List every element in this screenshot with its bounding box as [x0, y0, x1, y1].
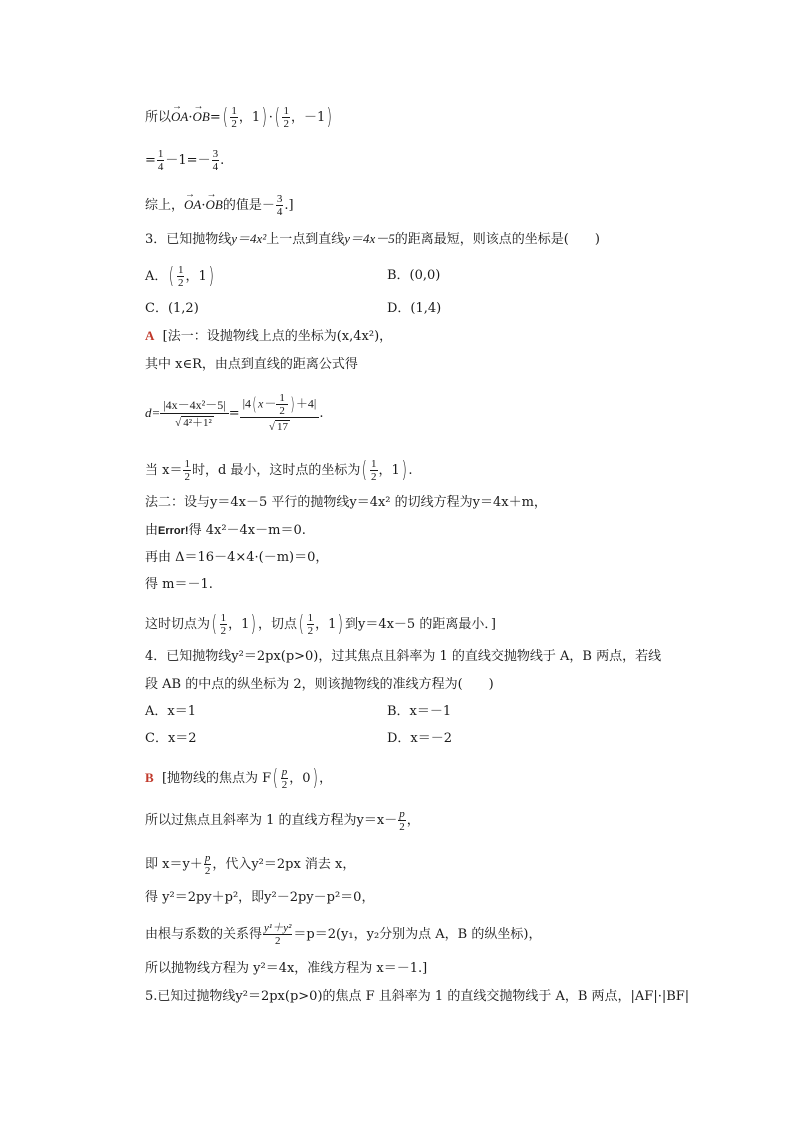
question-3-stem: 3．已知抛物线y＝4x²上一点到直线y＝4x－5的距离最短，则该点的坐标是( ): [145, 231, 600, 247]
fraction: $\frac{3}{4}$: [212, 148, 219, 173]
question-3-solution-line-1: A [法一：设抛物线上点的坐标为(x,4x²)，: [145, 328, 393, 344]
vector-oa: → OA: [184, 196, 201, 214]
sqrt: √ 4²＋1²: [175, 416, 212, 429]
question-3-distance-formula: d= $\frac{\text{|4x－4x²－5|}}{\text{√ 4²＋1²}}$ = |4(x－ $\frac{1}{2}$ )＋4| √ 17 .: [145, 392, 324, 433]
fraction: $\frac{p}{2}$: [399, 808, 405, 833]
question-3-solution-line-2: 其中 x∈R，由点到直线的距离公式得: [145, 357, 358, 372]
question-4-option-c: C．x＝2: [145, 731, 197, 746]
question-4-solution-line-6: 所以抛物线方程为 y²＝4x，准线方程为 x＝－1.]: [145, 961, 428, 976]
fraction: $\frac{p}{2}$: [281, 766, 288, 791]
question-3-solution-line-4: 当 x＝ $\frac{1}{2}$ 时，d 最小，这时点的坐标为( $\frac{1}{2}$ ，1) .: [145, 457, 413, 483]
fraction: $\frac{1}{2}$: [371, 458, 377, 483]
question-3-solution-line-6: 由Error!得 4x²－4x－m＝0.: [145, 523, 306, 538]
line-dot-product: 所以→ OA·→ OB=( $\frac{1}{2}$ ，1) ·( $\frac{1}{2}$ ，－1): [145, 105, 334, 130]
fraction: $\frac{\text{|4x－4x²－5|}}{\text{√ 4²＋1²}}$: [160, 397, 228, 431]
question-4-solution-line-5: 由根与系数的关系得 $\frac{\text{y¹＋y²}}{2}$ ＝p＝2(y₁，y₂分别为点 A，B 的纵坐标)，: [145, 922, 542, 947]
sqrt: √ 17: [268, 421, 288, 433]
question-4-option-b: B．x＝－1: [387, 704, 452, 719]
vector-ob: → OB: [206, 196, 223, 214]
answer-letter: A: [145, 328, 155, 343]
fraction: $\frac{1}{2}$: [307, 612, 314, 637]
question-3-solution-line-9: 这时切点为( $\frac{1}{2}$ ，1) ，切点( $\frac{1}{2}$ ，1) 到y＝4x－5 的距离最小．]: [145, 611, 496, 637]
question-3-option-b: B．(0,0): [387, 268, 441, 283]
question-4-stem-line-1: 4．已知抛物线y²＝2px(p>0)，过其焦点且斜率为 1 的直线交抛物线于 A，B 两点，若线: [145, 649, 662, 664]
vector-oa: → OA: [171, 108, 188, 126]
left-paren: (: [222, 104, 228, 130]
question-3-option-a: A．( $\frac{1}{2}$ ，1): [145, 263, 214, 289]
answer-letter: B: [145, 770, 154, 785]
question-3-solution-line-5: 法二：设与y＝4x－5 平行的抛物线y＝4x² 的切线方程为y＝4x＋m，: [145, 495, 547, 510]
error-marker: Error!: [158, 525, 189, 537]
fraction: $\frac{1}{2}$: [283, 105, 289, 130]
question-4-option-d: D．x＝－2: [387, 731, 453, 746]
line-result: = $\frac{1}{4}$ －1=－ $\frac{3}{4}$ .: [145, 148, 225, 173]
question-4-solution-line-4: 得 y²＝2py＋p²，即y²－2py－p²＝0，: [145, 890, 375, 905]
fraction: $\frac{1}{2}$: [220, 612, 227, 637]
question-4-option-a: A．x＝1: [145, 704, 196, 719]
question-4-solution-line-1: B [抛物线的焦点为 F( $\frac{p}{2}$ ，0) ，: [145, 765, 333, 791]
fraction: $\frac{p}{2}$: [204, 852, 211, 877]
fraction: |4(x－ $\frac{1}{2}$ )＋4| √ 17: [240, 392, 320, 435]
question-3-option-c: C．(1,2): [145, 301, 199, 316]
right-paren: ): [261, 104, 267, 130]
question-3-solution-line-7: 再由 Δ＝16－4×4·(－m)＝0，: [145, 550, 329, 565]
question-3-option-d: D．(1,4): [387, 301, 442, 316]
fraction: $\frac{1}{2}$: [177, 264, 184, 289]
fraction: $\frac{\text{y¹＋y²}}{2}$: [264, 922, 292, 947]
line-summary: 综上，→ OA·→ OB的值是－ $\frac{3}{4}$ .]: [145, 193, 294, 218]
fraction: $\frac{3}{4}$: [276, 193, 283, 218]
fraction: $\frac{1}{4}$: [157, 148, 164, 173]
fraction: $\frac{1}{2}$: [231, 105, 237, 130]
question-4-solution-line-3: 即 x＝y＋ $\frac{p}{2}$ ，代入y²＝2px 消去 x，: [145, 852, 356, 877]
fraction: $\frac{1}{2}$: [184, 458, 190, 483]
question-4-stem-line-2: 段 AB 的中点的纵坐标为 2，则该抛物线的准线方程为( ): [145, 677, 494, 692]
vector-ob: → OB: [193, 108, 210, 126]
question-3-solution-line-8: 得 m＝－1.: [145, 577, 213, 592]
question-4-solution-line-2: 所以过焦点且斜率为 1 的直线方程为y＝x－ $\frac{p}{2}$ ，: [145, 808, 420, 833]
question-5-stem: 5.已知过抛物线y²＝2px(p>0)的焦点 F 且斜率为 1 的直线交抛物线于 A，B 两点，|AF|·|BF|: [145, 989, 690, 1004]
